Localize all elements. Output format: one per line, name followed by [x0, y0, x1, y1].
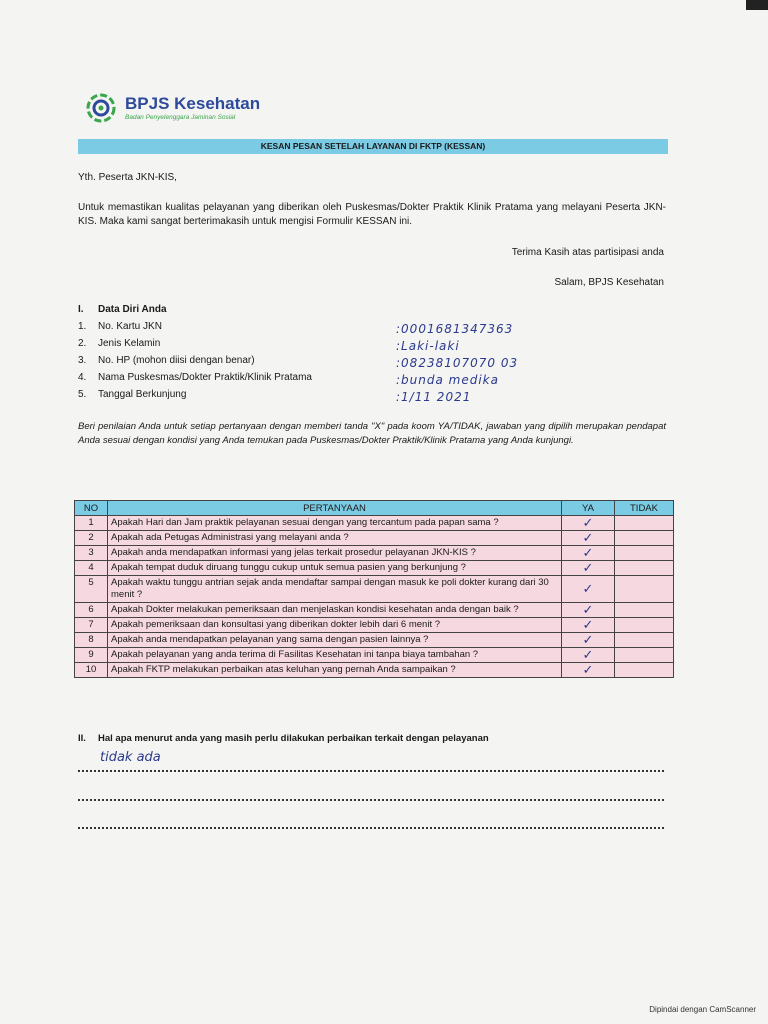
section-2-title: II. Hal apa menurut anda yang masih perlu dilakukan perbaikan terkait dengan pelayanan — [78, 733, 489, 744]
row-question: Apakah pemeriksaan dan konsultasi yang diberikan dokter lebih dari 6 menit ? — [108, 618, 562, 633]
row-tidak-mark — [615, 618, 674, 633]
row-ya-mark: ✓ — [562, 618, 615, 633]
row-number: 8 — [75, 633, 108, 648]
row-tidak-mark — [615, 546, 674, 561]
row-ya-mark: ✓ — [562, 576, 615, 603]
section-1-title: I. Data Diri Anda — [78, 304, 167, 315]
table-row — [75, 618, 674, 633]
row-number: 3 — [75, 546, 108, 561]
row-ya-mark: ✓ — [562, 603, 615, 618]
row-number: 5 — [75, 576, 108, 603]
row-question: Apakah tempat duduk diruang tunggu cukup untuk semua pasien yang berkunjung ? — [108, 561, 562, 576]
row-number: 2 — [75, 531, 108, 546]
table-row — [75, 546, 674, 561]
row-tidak-mark — [615, 576, 674, 603]
field-facility: 4. Nama Puskesmas/Dokter Praktik/Klinik Pratama — [78, 372, 312, 383]
row-number: 7 — [75, 618, 108, 633]
table-row — [75, 576, 674, 603]
handwritten-phone: :08238107070 03 — [396, 356, 519, 370]
table-row — [75, 663, 674, 678]
handwritten-gender: :Laki-laki — [396, 339, 460, 353]
row-number: 9 — [75, 648, 108, 663]
logo-subtitle: Badan Penyelenggara Jaminan Sosial — [125, 114, 236, 121]
table-row — [75, 516, 674, 531]
field-gender: 2. Jenis Kelamin — [78, 338, 161, 349]
row-tidak-mark — [615, 648, 674, 663]
handwritten-answer: tidak ada — [100, 750, 161, 765]
header-tidak: TIDAK — [615, 501, 674, 516]
row-number: 6 — [75, 603, 108, 618]
regards-text: Salam, BPJS Kesehatan — [554, 277, 664, 288]
row-ya-mark: ✓ — [562, 546, 615, 561]
answer-line-3 — [78, 827, 664, 829]
header-no: NO — [75, 501, 108, 516]
form-title: KESAN PESAN SETELAH LAYANAN DI FKTP (KESSAN) — [78, 139, 668, 154]
instruction-text: Beri penilaian Anda untuk setiap pertanyaan dengan memberi tanda "X" pada koom YA/TIDAK, jawaban yang dipilih merupakan pendapat Anda sesuai dengan kondisi yang Anda temukan pada Puskesmas/Dokter Praktik/Klinik Pratama yang Anda kunjungi. — [78, 421, 666, 446]
row-number: 4 — [75, 561, 108, 576]
row-tidak-mark — [615, 516, 674, 531]
bpjs-logo-icon — [85, 92, 117, 124]
table-row — [75, 648, 674, 663]
handwritten-facility: :bunda medika — [396, 373, 499, 387]
scanner-footer: Dipindai dengan CamScanner — [649, 1005, 756, 1014]
answer-line-2 — [78, 799, 664, 801]
row-question: Apakah anda mendapatkan informasi yang jelas terkait prosedur pelayanan JKN-KIS ? — [108, 546, 562, 561]
table-row — [75, 531, 674, 546]
field-phone: 3. No. HP (mohon diisi dengan benar) — [78, 355, 255, 366]
greeting: Yth. Peserta JKN-KIS, — [78, 172, 177, 183]
row-ya-mark: ✓ — [562, 633, 615, 648]
row-ya-mark: ✓ — [562, 648, 615, 663]
header-ya: YA — [562, 501, 615, 516]
scan-corner-mark — [746, 0, 768, 10]
logo-brand: BPJS Kesehatan — [125, 94, 261, 113]
table-row — [75, 603, 674, 618]
answer-line-1 — [78, 770, 664, 772]
row-ya-mark: ✓ — [562, 516, 615, 531]
table-row — [75, 561, 674, 576]
row-tidak-mark — [615, 633, 674, 648]
row-tidak-mark — [615, 561, 674, 576]
row-question: Apakah Dokter melakukan pemeriksaan dan menjelaskan kondisi kesehatan anda dengan baik ? — [108, 603, 562, 618]
row-question: Apakah anda mendapatkan pelayanan yang sama dengan pasien lainnya ? — [108, 633, 562, 648]
handwritten-date: :1/11 2021 — [396, 390, 472, 404]
row-ya-mark: ✓ — [562, 561, 615, 576]
handwritten-card-number: :0001681347363 — [396, 322, 514, 336]
thanks-text: Terima Kasih atas partisipasi anda — [511, 247, 664, 258]
table-header — [75, 501, 674, 516]
row-number: 1 — [75, 516, 108, 531]
row-question: Apakah pelayanan yang anda terima di Fasilitas Kesehatan ini tanpa biaya tambahan ? — [108, 648, 562, 663]
row-question: Apakah ada Petugas Administrasi yang melayani anda ? — [108, 531, 562, 546]
row-tidak-mark — [615, 603, 674, 618]
row-tidak-mark — [615, 531, 674, 546]
field-visit-date: 5. Tanggal Berkunjung — [78, 389, 187, 400]
questions-table — [74, 500, 674, 678]
row-ya-mark: ✓ — [562, 663, 615, 678]
row-question: Apakah waktu tunggu antrian sejak anda mendaftar sampai dengan masuk ke poli dokter kurang dari 30 menit ? — [108, 576, 562, 603]
table-row — [75, 633, 674, 648]
row-ya-mark: ✓ — [562, 531, 615, 546]
field-card-number: 1. No. Kartu JKN — [78, 321, 162, 332]
row-question: Apakah FKTP melakukan perbaikan atas keluhan yang pernah Anda sampaikan ? — [108, 663, 562, 678]
bpjs-logo — [85, 92, 260, 124]
intro-paragraph: Untuk memastikan kualitas pelayanan yang diberikan oleh Puskesmas/Dokter Praktik Klinik Pratama yang melayani Peserta JKN-KIS. Maka kami sangat berterimakasih untuk mengisi Formulir KESSAN ini. — [78, 202, 666, 227]
row-question: Apakah Hari dan Jam praktik pelayanan sesuai dengan yang tercantum pada papan sama ? — [108, 516, 562, 531]
row-tidak-mark — [615, 663, 674, 678]
row-number: 10 — [75, 663, 108, 678]
header-question: PERTANYAAN — [108, 501, 562, 516]
